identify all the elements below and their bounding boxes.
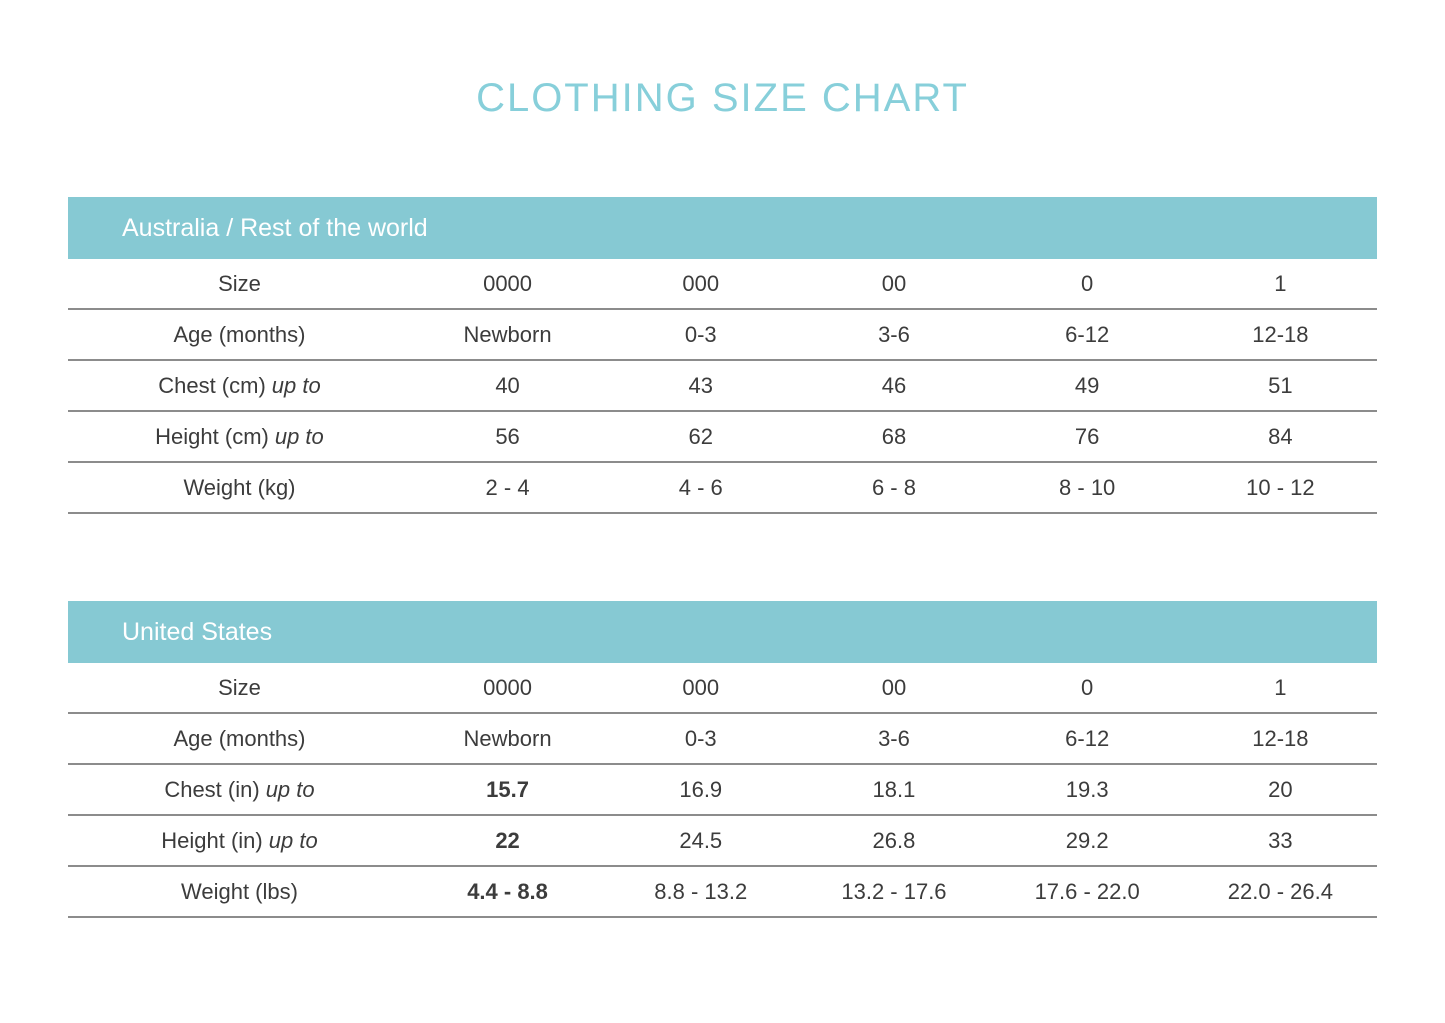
table-cell: 00	[881, 674, 907, 700]
table-cell: 6 - 8	[871, 474, 916, 500]
table-cell: 6-12	[1065, 321, 1110, 347]
table-row-chest	[68, 361, 1377, 412]
row-header	[68, 373, 411, 399]
table-cell: 000	[682, 674, 720, 700]
table-cell: Newborn	[463, 725, 552, 751]
page-title: CLOTHING SIZE CHART	[476, 76, 969, 120]
table-cell: 33	[1268, 827, 1293, 853]
row-header	[68, 726, 411, 752]
table-cell: 24.5	[679, 827, 723, 853]
table-row-size	[68, 663, 1377, 714]
table-cell: 56	[495, 423, 520, 449]
table-cell: 0-3	[684, 725, 717, 751]
row-header	[68, 777, 411, 803]
region-header-australia	[68, 197, 1377, 259]
table-cell: 29.2	[1065, 827, 1109, 853]
table-cell: 0	[1081, 674, 1094, 700]
region-header-united-states	[68, 601, 1377, 663]
table-cell: 16.9	[679, 776, 723, 802]
row-label: Age (months)	[173, 321, 306, 347]
table-cell: 62	[688, 423, 713, 449]
table-row-chest	[68, 765, 1377, 816]
table-cell: 10 - 12	[1246, 474, 1315, 500]
table-cell: 51	[1268, 372, 1293, 398]
row-header	[68, 322, 411, 348]
row-label: Age (months)	[173, 725, 306, 751]
table-cell: 46	[881, 372, 907, 398]
row-label: Size	[218, 674, 261, 700]
table-cell: 22.0 - 26.4	[1227, 878, 1333, 904]
table-row-height	[68, 412, 1377, 463]
table-cell: 0-3	[684, 321, 717, 347]
table-row-size	[68, 259, 1377, 310]
table-cell: 4 - 6	[678, 474, 723, 500]
table-cell: 19.3	[1065, 776, 1109, 802]
size-table-australia	[68, 197, 1377, 514]
table-cell: 4.4 - 8.8	[467, 878, 548, 904]
table-cell: 17.6 - 22.0	[1034, 878, 1140, 904]
table-row-age	[68, 714, 1377, 765]
table-cell: 12-18	[1252, 725, 1309, 751]
row-header	[68, 475, 411, 501]
row-header	[68, 424, 411, 450]
table-cell: 22	[495, 827, 520, 853]
table-cell: 000	[682, 270, 720, 296]
table-cell: 15.7	[486, 776, 529, 802]
row-header	[68, 271, 411, 297]
table-cell: 84	[1268, 423, 1293, 449]
table-cell: 00	[881, 270, 907, 296]
table-cell: 6-12	[1065, 725, 1110, 751]
table-cell: 43	[688, 372, 713, 398]
row-label: Chest (in)	[164, 776, 260, 802]
table-cell: 0000	[483, 270, 533, 296]
table-row-weight	[68, 463, 1377, 514]
table-cell: 13.2 - 17.6	[841, 878, 947, 904]
size-table-united-states	[68, 601, 1377, 918]
row-label-qualifier: up to	[268, 827, 318, 853]
row-label: Height (cm)	[155, 423, 269, 449]
table-cell: 49	[1074, 372, 1100, 398]
region-name: Australia / Rest of the world	[122, 213, 428, 242]
row-header	[68, 675, 411, 701]
table-row-height	[68, 816, 1377, 867]
table-cell: 1	[1274, 674, 1287, 700]
table-cell: 2 - 4	[485, 474, 530, 500]
table-cell: 76	[1074, 423, 1100, 449]
row-label: Size	[218, 270, 261, 296]
table-row-age	[68, 310, 1377, 361]
table-cell: 40	[495, 372, 520, 398]
row-label-qualifier: up to	[271, 372, 321, 398]
table-cell: 18.1	[872, 776, 916, 802]
table-cell: 20	[1268, 776, 1293, 802]
table-cell: 68	[881, 423, 907, 449]
table-cell: 0000	[483, 674, 533, 700]
table-cell: 26.8	[872, 827, 916, 853]
row-label: Weight (lbs)	[180, 878, 298, 904]
table-cell: 0	[1081, 270, 1094, 296]
table-cell: Newborn	[463, 321, 552, 347]
row-label: Weight (kg)	[183, 474, 296, 500]
table-cell: 1	[1274, 270, 1287, 296]
table-cell: 3-6	[878, 321, 910, 347]
table-row-weight	[68, 867, 1377, 918]
row-label: Chest (cm)	[158, 372, 266, 398]
table-cell: 12-18	[1252, 321, 1309, 347]
region-name: United States	[122, 617, 273, 646]
row-header	[68, 828, 411, 854]
row-label-qualifier: up to	[274, 423, 324, 449]
table-cell: 3-6	[878, 725, 910, 751]
table-cell: 8 - 10	[1059, 474, 1116, 500]
row-label-qualifier: up to	[265, 776, 315, 802]
row-header	[68, 879, 411, 905]
table-cell: 8.8 - 13.2	[654, 878, 748, 904]
row-label: Height (in)	[161, 827, 263, 853]
